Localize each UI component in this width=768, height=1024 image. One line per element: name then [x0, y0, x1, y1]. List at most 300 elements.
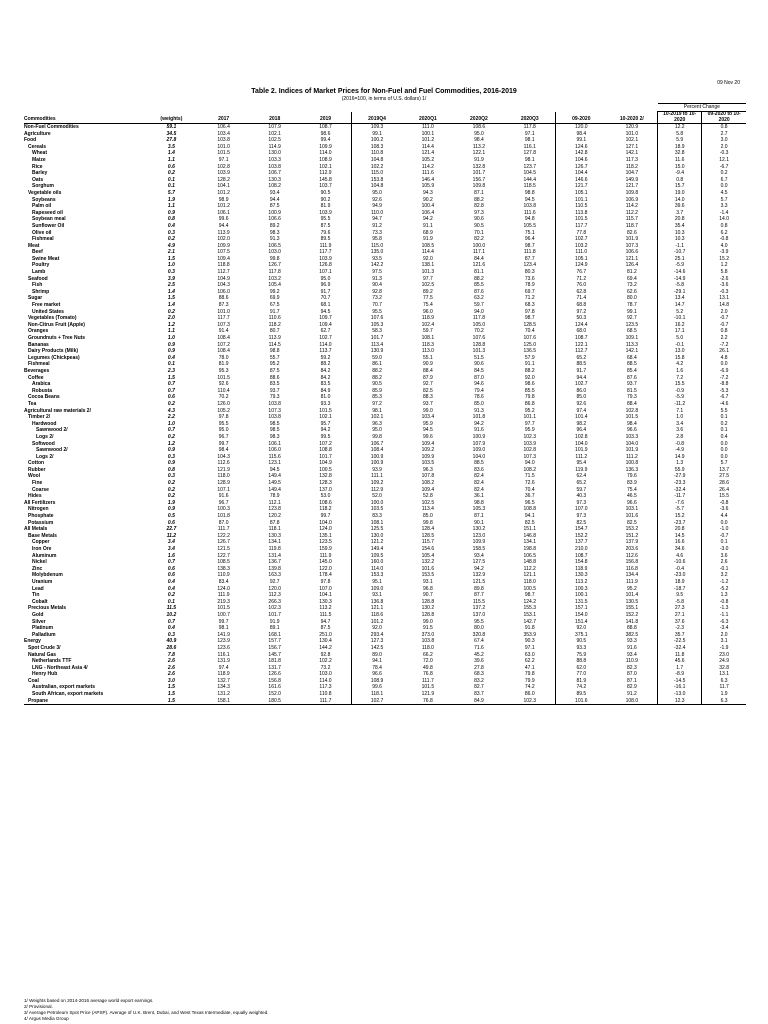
row-value: 113.2: [472, 143, 486, 150]
row-value: 101.5: [217, 150, 230, 157]
row-value: 94.2: [300, 427, 351, 434]
row-value: 123.5: [607, 322, 658, 329]
table-row: [24, 612, 746, 619]
row-value: 103.2: [575, 242, 588, 249]
row-value: 139.8: [268, 565, 281, 572]
row-value: 155.3: [504, 605, 555, 612]
row-value: 122.1: [472, 150, 486, 157]
row-value: 132.9: [472, 572, 486, 579]
table-row: [24, 216, 746, 223]
row-value: 108.1: [370, 519, 384, 526]
table-row: [24, 262, 746, 269]
row-value: 117.1: [472, 249, 486, 256]
row-label: Cotton: [28, 460, 45, 467]
row-value: 4.2: [658, 361, 702, 368]
row-value: 63.0: [504, 652, 555, 659]
row-value: 6.3: [720, 677, 728, 684]
row-value: 113.2: [300, 605, 351, 612]
row-weight: 0.6: [167, 163, 175, 170]
row-weight: 7.8: [167, 651, 175, 658]
footnote: 3/ Average Petroleum Spot Price (APSP). Average of U.K. Brent, Dubai, and West Texas Intermediate, equally weighted.: [24, 1010, 269, 1015]
row-value: 93.7: [607, 381, 658, 388]
row-value: 100.3: [217, 506, 230, 513]
row-value: 126.6: [268, 671, 281, 678]
commodity-price-table: [24, 103, 746, 705]
row-value: 103.0: [268, 249, 281, 256]
row-label: Dairy Products (Milk): [28, 348, 79, 355]
row-value: 127.5: [472, 559, 486, 566]
row-value: 102.5: [268, 137, 281, 144]
table-row: [24, 137, 746, 144]
table-row: [24, 480, 746, 487]
row-value: -1.1: [658, 243, 702, 250]
row-value: 3.7: [658, 210, 702, 217]
row-value: 110.6: [268, 315, 281, 322]
row-value: 75.4: [607, 487, 658, 494]
row-value: -5.9: [658, 262, 702, 269]
row-value: 131.7: [268, 664, 281, 671]
table-row: [24, 546, 746, 553]
row-value: 79.8: [504, 671, 555, 678]
row-weight: 34.5: [166, 130, 177, 137]
row-weight: 0.1: [167, 361, 175, 368]
row-weight: 1.4: [167, 288, 175, 295]
row-value: 94.4: [218, 222, 229, 229]
table-subtitle: (2016=100, in terms of U.S. dollars) 1/: [341, 96, 427, 102]
row-value: 0.0: [720, 361, 728, 368]
row-value: 100.0: [472, 242, 486, 249]
row-value: 108.2: [421, 480, 435, 487]
row-weight: 0.4: [167, 222, 175, 229]
row-value: 87.9: [423, 374, 433, 381]
row-value: 46.5: [607, 493, 658, 500]
row-value: 92.0: [576, 625, 587, 632]
row-value: 2.8: [658, 434, 702, 441]
row-value: 102.1: [300, 164, 351, 171]
row-value: 96.8: [423, 585, 433, 592]
row-value: 20.8: [658, 216, 702, 223]
row-weight: 0.6: [167, 519, 175, 526]
row-value: 90.5: [474, 222, 484, 229]
footnote: 2/ Provisional.: [24, 1004, 53, 1009]
row-value: 0.0: [720, 453, 728, 460]
row-value: 102.2: [300, 658, 351, 665]
row-value: 102.5: [421, 282, 435, 289]
row-value: 112.9: [300, 170, 351, 177]
row-value: 103.8: [421, 638, 435, 645]
row-value: 103.9: [504, 441, 555, 448]
row-value: 91.7: [576, 367, 587, 374]
row-value: 1.3: [720, 592, 728, 599]
row-value: 81.5: [607, 388, 658, 395]
row-value: 78.6: [474, 394, 484, 401]
row-value: -23.7: [658, 520, 702, 527]
row-label: Lead: [32, 585, 44, 592]
row-value: 92.7: [423, 381, 433, 388]
row-value: 103.9: [300, 256, 351, 263]
row-label: Swine Meat: [32, 255, 60, 262]
row-weight: 1.5: [167, 374, 175, 381]
row-value: 120.0: [268, 585, 281, 592]
row-value: 84.9: [300, 388, 351, 395]
table-row: [24, 289, 746, 296]
row-value: 83.5: [269, 381, 280, 388]
row-value: 89.2: [269, 222, 280, 229]
row-weight: 2.1: [167, 249, 175, 256]
row-label: Precious Metals: [28, 605, 67, 612]
row-weight: 0.9: [167, 341, 175, 348]
row-weight: 0.9: [167, 447, 175, 454]
row-label: Gold: [32, 611, 44, 618]
row-weight: 1.0: [167, 262, 175, 269]
row-weight: 5.7: [167, 189, 175, 196]
row-value: 118.1: [370, 691, 384, 698]
row-value: 95.2: [504, 408, 555, 415]
row-value: -0.8: [658, 441, 702, 448]
row-value: 130.3: [300, 599, 351, 606]
row-value: 55.7: [269, 354, 280, 361]
row-value: -0.3: [719, 150, 729, 157]
row-value: 85.4: [607, 368, 658, 375]
row-value: 90.2: [423, 196, 433, 203]
row-weight: 0.4: [167, 354, 175, 361]
row-value: 107.6: [504, 335, 555, 342]
row-value: 107.3: [217, 321, 230, 328]
row-value: 94.3: [423, 189, 433, 196]
row-value: 109.0: [370, 585, 384, 592]
row-value: 97.4: [218, 664, 229, 671]
row-value: 74.2: [576, 684, 587, 691]
row-value: 109.9: [217, 242, 230, 249]
row-value: 70.7: [372, 302, 382, 309]
row-label: Poultry: [32, 262, 50, 269]
row-value: 1.3: [658, 460, 702, 467]
row-value: 15.7: [658, 183, 702, 190]
row-value: 96.9: [300, 282, 351, 289]
row-weight: 27.8: [166, 137, 177, 144]
table-row: [24, 388, 746, 395]
row-weight: 0.7: [167, 381, 175, 388]
row-value: 210.0: [575, 546, 588, 552]
row-value: 50.3: [576, 315, 587, 322]
row-value: 137.0: [300, 487, 351, 494]
row-weight: 1.4: [167, 150, 175, 157]
row-value: 68.4: [607, 355, 658, 362]
table-row: [24, 131, 746, 138]
row-value: 15.2: [658, 513, 702, 520]
row-value: 104.8: [370, 183, 384, 190]
row-value: 96.3: [372, 420, 382, 427]
table-row: [24, 210, 746, 217]
row-value: 118.2: [300, 506, 351, 513]
row-value: 95.1: [372, 578, 382, 585]
row-weight: 28.6: [166, 644, 177, 651]
row-value: 87.3: [218, 302, 229, 309]
row-value: 98.1: [504, 157, 555, 164]
row-value: 0.0: [720, 519, 728, 526]
row-value: 107.8: [421, 473, 435, 480]
row-value: 98.4: [218, 447, 229, 454]
row-value: 14.0: [658, 197, 702, 204]
row-value: 100.7: [217, 611, 230, 618]
row-value: 104.6: [575, 156, 588, 163]
row-value: 141.9: [217, 631, 230, 638]
row-weight: 2.6: [167, 658, 175, 665]
row-value: 121.9: [421, 691, 435, 698]
row-value: 91.3: [372, 275, 382, 282]
col-header-2018: 2018: [269, 116, 281, 123]
row-value: 149.4: [268, 486, 281, 493]
row-value: 110.8: [300, 691, 351, 698]
row-value: 68.9: [423, 229, 433, 236]
row-value: 88.2: [372, 367, 382, 374]
row-weight: 10.2: [166, 611, 177, 618]
row-label: Spot Crude 3/: [28, 644, 61, 651]
row-value: 77.5: [423, 295, 433, 302]
row-value: 102.1: [268, 130, 281, 137]
row-value: 122.0: [300, 566, 351, 573]
row-value: 101.2: [217, 203, 230, 210]
row-value: 37.6: [658, 619, 702, 626]
row-value: 108.7: [575, 552, 588, 559]
row-value: 94.2: [474, 565, 484, 572]
row-value: 104.1: [217, 183, 230, 190]
row-value: 3.2: [720, 572, 728, 579]
row-label: Cocoa Beans: [28, 394, 60, 401]
row-value: 93.3: [576, 644, 587, 651]
row-value: -23.0: [658, 572, 702, 579]
row-value: 91.9: [474, 156, 484, 163]
row-value: 102.7: [370, 697, 384, 704]
row-weight: 0.6: [167, 394, 175, 401]
table-row: [24, 309, 746, 316]
row-value: 15.8: [658, 355, 702, 362]
row-value: -8.9: [658, 671, 702, 678]
row-value: 65.2: [576, 354, 587, 361]
row-value: 87.5: [300, 223, 351, 230]
row-value: 141.8: [607, 619, 658, 626]
row-value: -22.5: [658, 638, 702, 645]
row-value: 293.4: [370, 631, 384, 638]
table-row: [24, 441, 746, 448]
row-value: 152.2: [607, 612, 658, 619]
row-value: 91.3: [269, 236, 280, 243]
row-value: 63.2: [474, 295, 484, 302]
row-value: 87.6: [474, 288, 484, 295]
table-row: [24, 500, 746, 507]
row-value: 151.1: [504, 526, 555, 533]
row-value: 112.1: [268, 499, 281, 506]
row-value: 130.4: [300, 638, 351, 645]
row-weight: 0.4: [167, 585, 175, 592]
row-value: 108.7: [575, 335, 588, 341]
row-value: 136.5: [504, 348, 555, 355]
row-weight: 0.5: [167, 513, 175, 520]
row-value: 128.9: [217, 480, 230, 487]
row-value: 102.7: [575, 236, 588, 243]
row-value: 100.1: [575, 592, 588, 599]
row-value: 102.1: [370, 414, 384, 421]
row-value: 122.1: [575, 341, 588, 348]
row-value: 95.5: [218, 420, 229, 427]
row-value: 134.1: [504, 539, 555, 546]
row-value: 92.6: [576, 400, 587, 407]
row-value: 95.8: [372, 236, 382, 243]
row-value: 62.7: [300, 328, 351, 335]
row-label: Seafood: [28, 275, 48, 282]
row-label: Phosphate: [28, 513, 54, 520]
row-value: 6.3: [720, 697, 728, 704]
row-weight: 11.2: [166, 532, 177, 539]
row-label: Soybeans: [32, 196, 56, 203]
row-weight: 1.5: [167, 684, 175, 691]
row-value: 111.9: [217, 592, 230, 599]
row-value: 96.3: [423, 466, 433, 473]
row-value: 105.4: [268, 282, 281, 289]
row-weight: 40.9: [166, 638, 177, 645]
row-value: 82.2: [474, 236, 484, 243]
row-value: -13.0: [658, 691, 702, 698]
row-value: 88.5: [576, 361, 587, 368]
row-value: 107.0: [300, 586, 351, 593]
row-value: 156.7: [472, 176, 486, 183]
row-value: 103.5: [370, 506, 384, 513]
table-row: [24, 236, 746, 243]
row-value: 99.7: [218, 618, 229, 625]
row-value: 110.9: [217, 572, 230, 579]
row-value: 97.5: [372, 269, 382, 276]
row-value: -0.7: [719, 532, 729, 539]
footnote: 4/ Argus Media Group: [24, 1016, 69, 1021]
row-value: 78.7: [607, 302, 658, 309]
row-value: 106.5: [504, 553, 555, 560]
row-value: 106.5: [268, 242, 281, 249]
row-weight: 0.2: [167, 493, 175, 500]
row-value: 161.6: [268, 684, 281, 691]
row-value: 158.1: [217, 697, 230, 704]
row-value: 27.1: [658, 612, 702, 619]
row-value: 101.4: [607, 592, 658, 599]
row-value: 5.7: [720, 460, 728, 467]
row-value: 111.2: [607, 454, 658, 461]
row-weight: 1.5: [167, 697, 175, 704]
row-value: 91.2: [372, 222, 382, 229]
table-row: [24, 513, 746, 520]
table-row: [24, 572, 746, 579]
row-weight: 0.7: [167, 618, 175, 625]
row-value: 118.9: [421, 315, 434, 322]
row-value: 97.2: [372, 400, 382, 407]
row-value: 102.0: [217, 236, 230, 243]
row-value: 94.5: [423, 427, 433, 434]
col-header-commodities: Commodities: [24, 116, 56, 123]
row-value: 47.1: [504, 665, 555, 672]
row-value: 123.1: [268, 460, 281, 467]
row-value: 128.2: [217, 176, 230, 183]
row-value: 88.3: [423, 394, 433, 401]
row-value: 103.5: [421, 460, 435, 467]
row-value: 111.7: [217, 526, 230, 533]
table-row: [24, 183, 746, 190]
row-label: Zinc: [32, 565, 43, 572]
table-row: [24, 619, 746, 626]
row-value: 91.1: [504, 361, 555, 368]
row-value: 67.4: [474, 638, 484, 645]
row-value: 114.4: [421, 249, 434, 256]
row-weight: 3.4: [167, 546, 175, 552]
percent-change-header: Percent Change: [658, 104, 746, 112]
row-value: 16.2: [658, 322, 702, 329]
row-value: 151.4: [575, 618, 588, 625]
row-label: Aluminum: [32, 552, 57, 559]
row-value: 36.1: [474, 493, 484, 500]
row-value: 99.0: [423, 407, 433, 414]
table-row: [24, 256, 746, 263]
row-label: Palladium: [32, 631, 56, 638]
row-value: 92.7: [269, 578, 280, 585]
row-label: Coffee: [28, 374, 44, 381]
row-value: 70.7: [300, 295, 351, 302]
row-value: 91.5: [423, 625, 433, 632]
row-value: 88.2: [300, 361, 351, 368]
row-value: 102.3: [268, 605, 281, 612]
row-value: 107.6: [472, 335, 486, 341]
row-value: 149.4: [268, 473, 281, 480]
row-value: 132.2: [421, 559, 435, 566]
row-value: 353.9: [504, 632, 555, 639]
row-value: -5.8: [658, 599, 702, 606]
row-value: 79.3: [269, 394, 280, 401]
row-value: 16.6: [658, 539, 702, 546]
row-value: 1.2: [720, 262, 728, 269]
row-value: 118.0: [217, 473, 230, 480]
row-value: 85.5: [474, 282, 484, 289]
row-value: 151.2: [607, 533, 658, 540]
row-weight: 0.6: [167, 572, 175, 579]
row-value: 101.6: [421, 565, 435, 572]
row-value: 113.7: [300, 348, 351, 355]
row-value: 93.7: [423, 400, 433, 407]
row-value: 88.2: [504, 368, 555, 375]
row-value: 136.3: [607, 467, 658, 474]
row-weight: 1.6: [167, 552, 175, 559]
row-value: 98.1: [218, 625, 229, 632]
row-value: 98.8: [504, 190, 555, 197]
row-value: 131.4: [268, 552, 281, 559]
row-value: 27.8: [474, 664, 484, 671]
row-label: Free market: [32, 302, 61, 309]
row-value: 180.5: [268, 697, 281, 704]
row-value: 142.8: [575, 150, 588, 157]
row-value: 104.1: [300, 592, 351, 599]
table-row: [24, 276, 746, 283]
row-value: 99.5: [300, 434, 351, 441]
row-value: 142.7: [504, 619, 555, 626]
row-value: 121.7: [575, 183, 588, 190]
footnotes: [24, 998, 269, 1022]
table-row: [24, 454, 746, 461]
table-row: [24, 684, 746, 691]
row-label: Fine: [32, 480, 43, 487]
row-value: 103.9: [217, 170, 230, 177]
row-value: 5.2: [658, 309, 702, 316]
row-value: 128.5: [421, 532, 435, 539]
row-value: 109.4: [421, 440, 435, 447]
row-value: 106.4: [217, 124, 230, 130]
table-row: [24, 566, 746, 573]
row-value: 102.8: [504, 447, 555, 454]
row-value: 97.1: [504, 131, 555, 138]
